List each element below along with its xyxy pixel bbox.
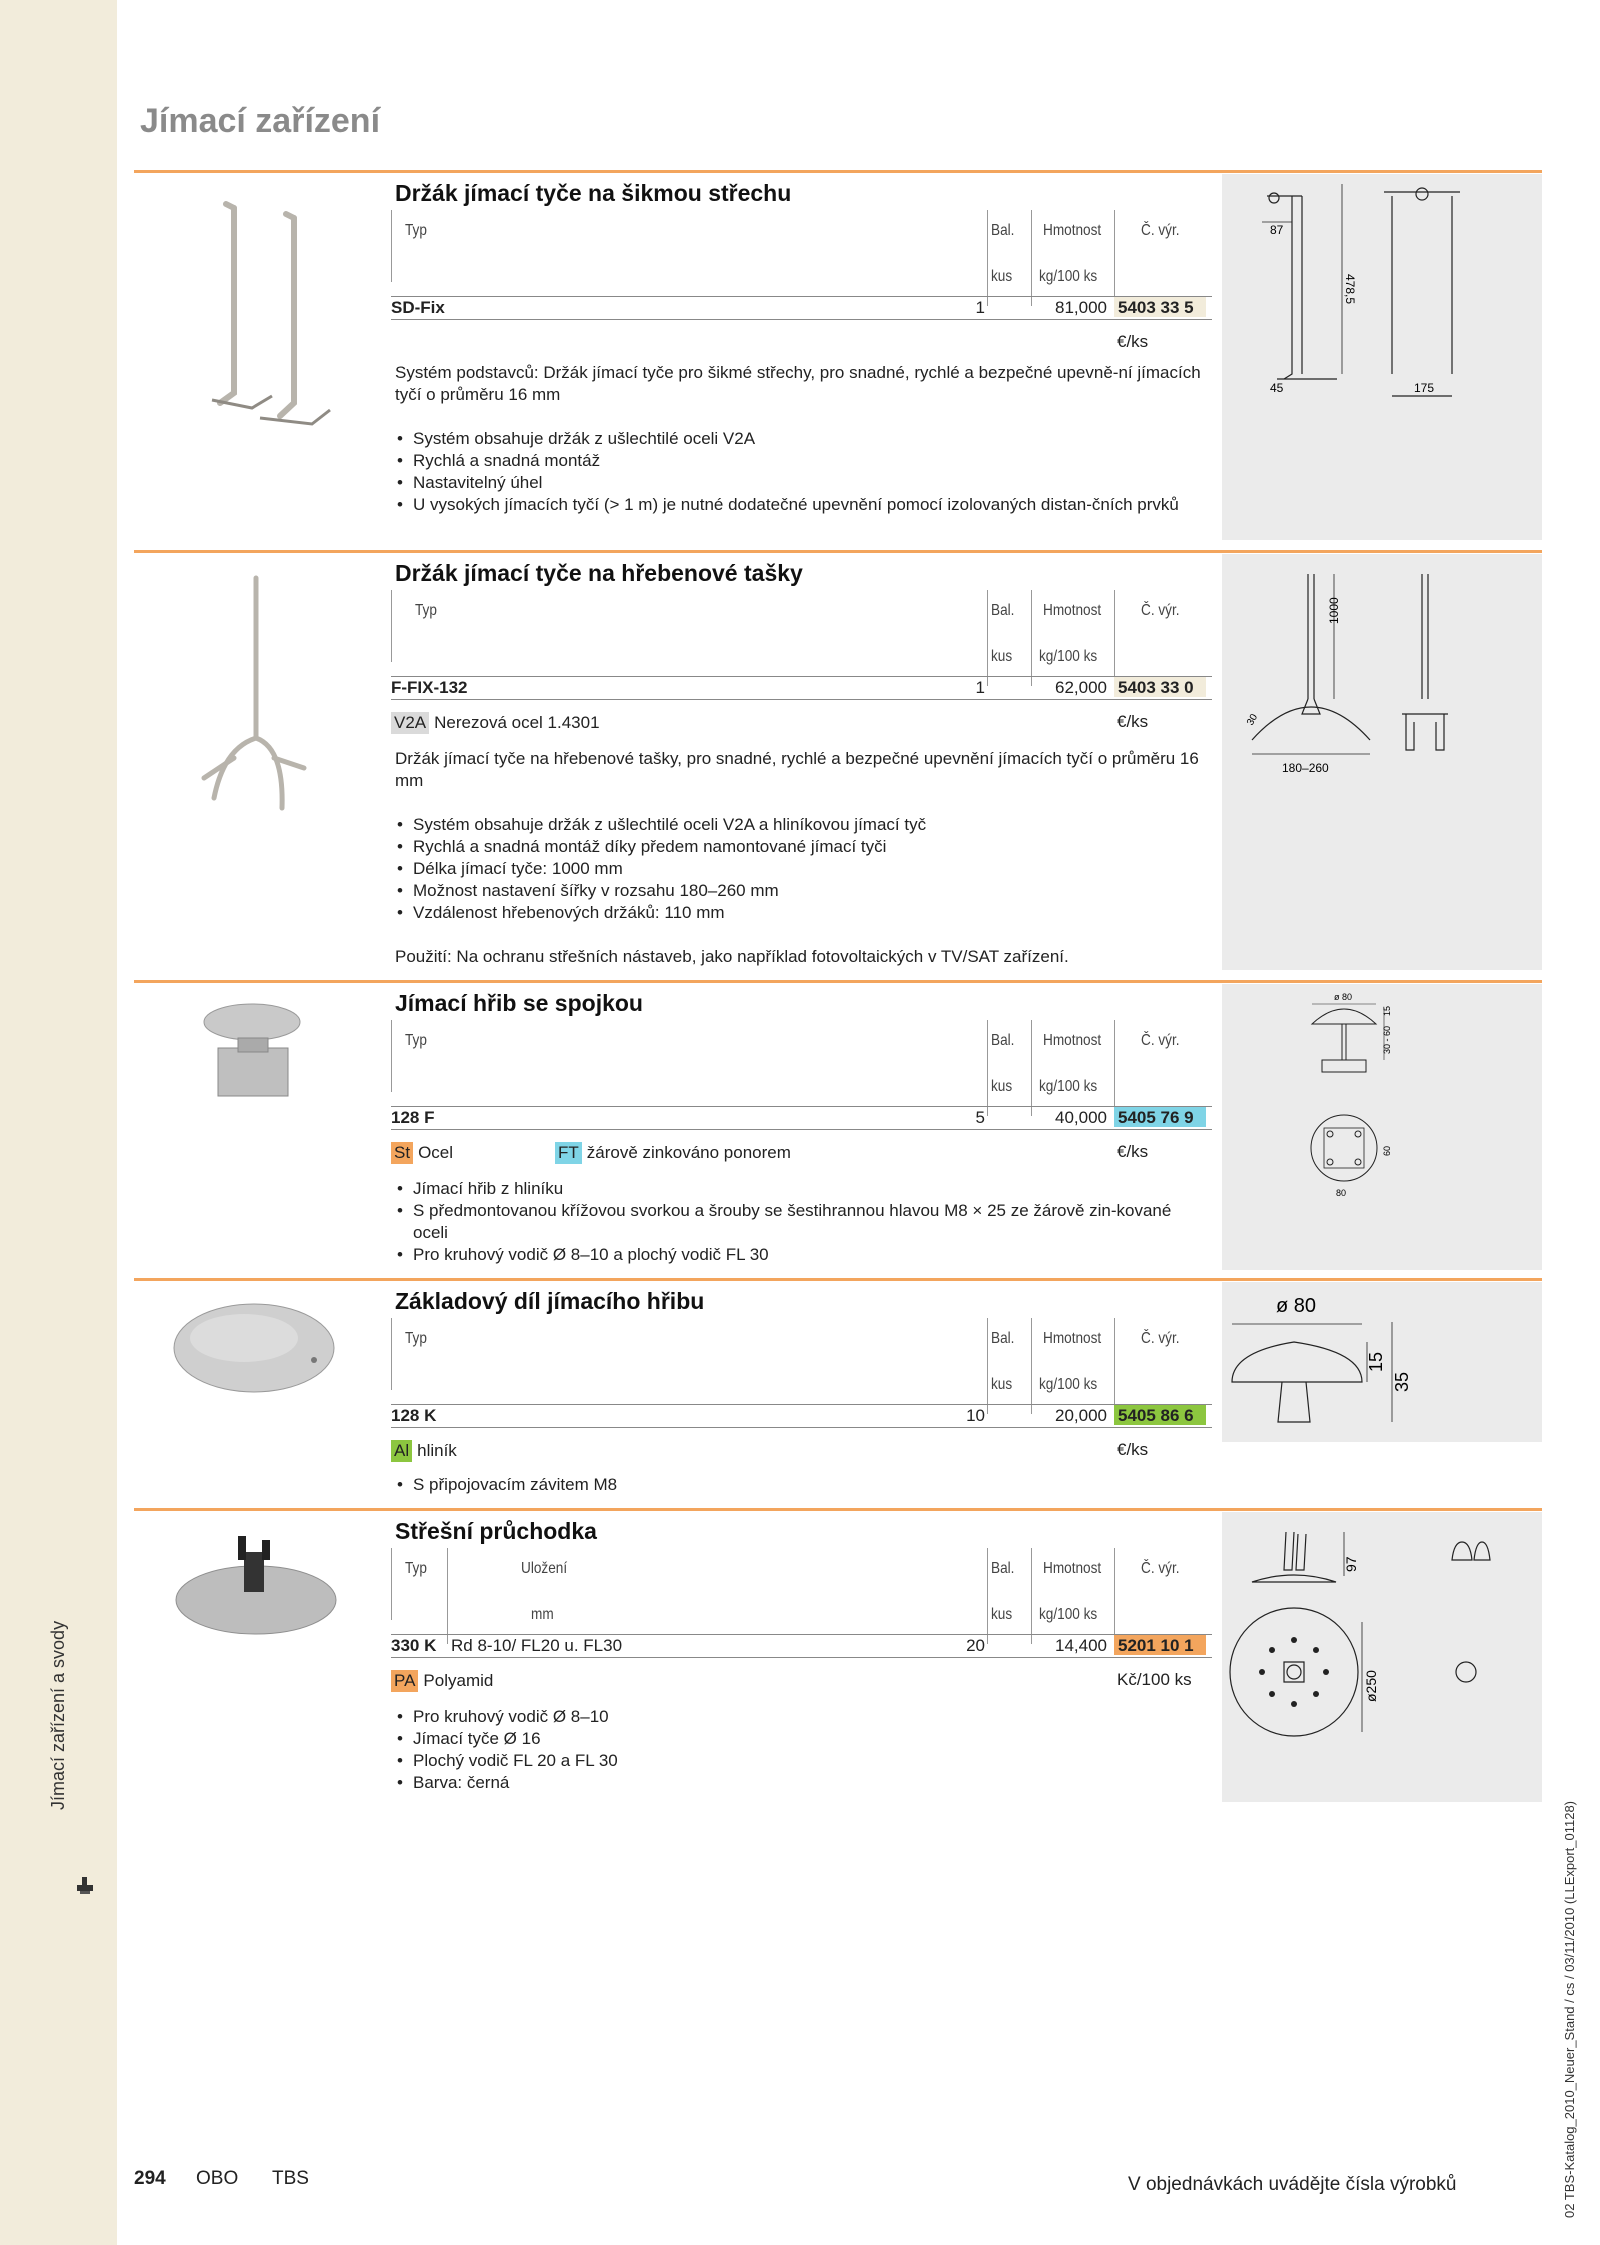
- material-tag: Al: [391, 1440, 412, 1462]
- header-unit-kus: kus: [991, 648, 1013, 665]
- header-type: Typ: [415, 602, 437, 619]
- header-item-number: Č. výr.: [1141, 1560, 1180, 1577]
- table-divider: [1031, 210, 1032, 306]
- product-type: F-FIX-132: [391, 678, 468, 697]
- header-type: Typ: [405, 1032, 427, 1049]
- header-unit-kg: kg/100 ks: [1039, 648, 1098, 665]
- packaging-qty: 1: [975, 678, 985, 697]
- dimension-label: 80: [1336, 1188, 1347, 1198]
- list-item: • Plochý vodič FL 20 a FL 30: [395, 1750, 1205, 1772]
- weight-value: 81,000: [1055, 298, 1107, 317]
- material-row: [391, 1670, 493, 1692]
- header-unit-kg: kg/100 ks: [1039, 1078, 1098, 1095]
- weight-value: 14,400: [1055, 1636, 1107, 1655]
- side-category-label: Jímací zařízení a svody: [48, 1620, 68, 1810]
- item-number: 5201 10 1: [1114, 1635, 1206, 1655]
- header-bal: Bal.: [991, 1560, 1015, 1577]
- header-item-number: Č. výr.: [1141, 222, 1180, 239]
- section-title: Držák jímací tyče na šikmou střechu: [395, 180, 792, 206]
- table-divider: [391, 1318, 392, 1390]
- header-unit-mm: mm: [531, 1606, 554, 1623]
- table-divider: [447, 1548, 448, 1644]
- page-number: 294: [134, 2168, 166, 2189]
- table-row: [391, 676, 1212, 700]
- table-divider: [391, 1548, 392, 1620]
- list-item: • Jímací hřib z hliníku: [395, 1178, 1205, 1200]
- packaging-qty: 5: [975, 1108, 985, 1127]
- header-unit-kg: kg/100 ks: [1039, 1606, 1098, 1623]
- material-tag: St: [391, 1142, 413, 1164]
- list-item: • Rychlá a snadná montáž díky předem namontované jímací tyči: [395, 836, 1205, 858]
- table-divider: [987, 210, 988, 306]
- finish-row: [555, 1142, 791, 1164]
- technical-drawing: [1222, 174, 1542, 540]
- list-item: • Délka jímací tyče: 1000 mm: [395, 858, 1205, 880]
- header-mass: Hmotnost: [1043, 1330, 1102, 1347]
- section-title: Základový díl jímacího hřibu: [395, 1288, 705, 1314]
- header-mass: Hmotnost: [1043, 222, 1102, 239]
- catalog-export-label: 02 TBS-Katalog_2010_Neuer_Stand / cs / 03/11/2010 (LLExport_01128): [1562, 1800, 1577, 2218]
- usage-note: Použití: Na ochranu střešních nástaveb, jako například fotovoltaických v TV/SAT zařízení.: [395, 947, 1069, 966]
- item-number: 5405 86 6: [1114, 1405, 1206, 1425]
- dimension-label: 1000: [1327, 597, 1341, 624]
- feature-list: [395, 428, 1205, 516]
- header-bal: Bal.: [991, 602, 1015, 619]
- product-type: 128 K: [391, 1406, 437, 1425]
- section-title: Střešní průchodka: [395, 1518, 597, 1544]
- material-row: [391, 712, 600, 734]
- table-divider: [987, 1548, 988, 1644]
- price-unit: €/ks: [1117, 712, 1149, 731]
- header-mass: Hmotnost: [1043, 1560, 1102, 1577]
- feature-list: [395, 1706, 1205, 1794]
- header-bal: Bal.: [991, 222, 1015, 239]
- table-divider: [1114, 210, 1115, 306]
- item-number: 5405 76 9: [1114, 1107, 1206, 1127]
- feature-list: [395, 1474, 1205, 1496]
- technical-drawing: [1222, 1282, 1542, 1442]
- feature-list: [395, 814, 1205, 924]
- list-item: • Možnost nastavení šířky v rozsahu 180–260 mm: [395, 880, 1205, 902]
- table-divider: [391, 1020, 392, 1092]
- product-description: Držák jímací tyče na hřebenové tašky, pro snadné, rychlé a bezpečné upevnění jímacích tyčí o průměru 16 mm: [395, 749, 1199, 790]
- list-item: • Jímací tyče Ø 16: [395, 1728, 1205, 1750]
- finish-text: žárově zinkováno ponorem: [586, 1143, 791, 1162]
- dimension-label: ø250: [1363, 1670, 1379, 1702]
- header-unit-kg: kg/100 ks: [1039, 1376, 1098, 1393]
- header-mass: Hmotnost: [1043, 602, 1102, 619]
- product-photo: [134, 1286, 386, 1406]
- table-divider: [391, 590, 392, 662]
- dimension-label: 45: [1270, 381, 1284, 395]
- header-bal: Bal.: [991, 1330, 1015, 1347]
- dimension-label: ø 80: [1334, 992, 1353, 1002]
- technical-drawing: [1222, 984, 1542, 1270]
- section-title: Držák jímací tyče na hřebenové tašky: [395, 560, 803, 586]
- category-icon: [74, 1875, 96, 1902]
- table-row: [391, 1404, 1212, 1428]
- header-item-number: Č. výr.: [1141, 602, 1180, 619]
- header-unit-kus: kus: [991, 268, 1013, 285]
- price-unit: €/ks: [1117, 1440, 1149, 1459]
- dimension-label: 35: [1392, 1371, 1412, 1392]
- dimension-label: 60: [1382, 1145, 1392, 1156]
- placement-value: Rd 8-10/ FL20 u. FL30: [451, 1636, 623, 1655]
- material-row: [391, 1142, 453, 1164]
- material-text: Ocel: [418, 1143, 454, 1162]
- list-item: • Systém obsahuje držák z ušlechtilé oceli V2A a hliníkovou jímací tyč: [395, 814, 1205, 836]
- header-item-number: Č. výr.: [1141, 1032, 1180, 1049]
- price-unit: Kč/100 ks: [1117, 1670, 1192, 1689]
- header-mass: Hmotnost: [1043, 1032, 1102, 1049]
- list-item: • Rychlá a snadná montáž: [395, 450, 1205, 472]
- header-unit-kus: kus: [991, 1606, 1013, 1623]
- section-rule: [134, 980, 1542, 983]
- product-type: SD-Fix: [391, 298, 445, 317]
- list-item: • Pro kruhový vodič Ø 8–10 a plochý vodič FL 30: [395, 1244, 1205, 1266]
- product-description: Systém podstavců: Držák jímací tyče pro šikmé střechy, pro snadné, rychlé a bezpečné upevně-ní jímacích tyčí o průměru 16 mm: [395, 363, 1201, 404]
- product-type: 330 K: [391, 1636, 437, 1655]
- table-row: [391, 296, 1212, 320]
- table-divider: [1114, 1548, 1115, 1644]
- dimension-label: 30: [1245, 712, 1261, 728]
- product-type: 128 F: [391, 1108, 435, 1127]
- table-divider: [1031, 1548, 1032, 1644]
- brand-tbs: TBS: [272, 2168, 309, 2189]
- header-placement: Uložení: [521, 1560, 568, 1577]
- list-item: • Barva: černá: [395, 1772, 1205, 1794]
- header-bal: Bal.: [991, 1032, 1015, 1049]
- list-item: • S předmontovanou křížovou svorkou a šrouby se šestihrannou hlavou M8 × 25 ze žárově zin-kované oceli: [395, 1200, 1205, 1244]
- product-section-128f: [134, 980, 1542, 1270]
- weight-value: 62,000: [1055, 678, 1107, 697]
- product-photo: [134, 1516, 386, 1636]
- dimension-label: ø 80: [1276, 1295, 1317, 1317]
- table-divider: [1114, 590, 1115, 686]
- dimension-label: 15: [1366, 1351, 1386, 1372]
- table-divider: [391, 210, 392, 282]
- list-item: • Vzdálenost hřebenových držáků: 110 mm: [395, 902, 1205, 924]
- product-section-330k: [134, 1508, 1542, 1808]
- dimension-label: 15: [1382, 1005, 1392, 1016]
- product-section-f-fix: [134, 550, 1542, 975]
- finish-tag: FT: [555, 1142, 582, 1164]
- table-divider: [1031, 1318, 1032, 1414]
- material-tag: PA: [391, 1670, 418, 1692]
- table-row: [391, 1634, 1212, 1658]
- packaging-qty: 10: [966, 1406, 985, 1425]
- dimension-label: 478,5: [1343, 274, 1357, 305]
- product-photo: [134, 558, 386, 818]
- list-item: • Systém obsahuje držák z ušlechtilé oceli V2A: [395, 428, 1205, 450]
- dimension-label: 30 - 60: [1382, 1025, 1392, 1054]
- header-type: Typ: [405, 1330, 427, 1347]
- list-item: • Pro kruhový vodič Ø 8–10: [395, 1706, 1205, 1728]
- weight-value: 20,000: [1055, 1406, 1107, 1425]
- header-unit-kus: kus: [991, 1078, 1013, 1095]
- technical-drawing: [1222, 1512, 1542, 1802]
- header-type: Typ: [405, 222, 427, 239]
- header-item-number: Č. výr.: [1141, 1330, 1180, 1347]
- product-section-sd-fix: [134, 170, 1542, 540]
- left-sidebar: [0, 0, 117, 2245]
- section-title: Jímací hřib se spojkou: [395, 990, 643, 1016]
- feature-list: [395, 1178, 1205, 1266]
- dimension-label: 180–260: [1282, 761, 1329, 775]
- weight-value: 40,000: [1055, 1108, 1107, 1127]
- list-item: • S připojovacím závitem M8: [395, 1474, 1205, 1496]
- section-rule: [134, 1508, 1542, 1511]
- header-type: Typ: [405, 1560, 427, 1577]
- table-row: [391, 1106, 1212, 1130]
- section-rule: [134, 550, 1542, 553]
- table-divider: [1031, 1020, 1032, 1116]
- material-text: Nerezová ocel 1.4301: [434, 713, 600, 732]
- header-unit-kus: kus: [991, 1376, 1013, 1393]
- list-item: • U vysokých jímacích tyčí (> 1 m) je nutné dodatečné upevnění pomocí izolovaných distan-čních prvků: [395, 494, 1205, 516]
- table-divider: [1031, 590, 1032, 686]
- packaging-qty: 20: [966, 1636, 985, 1655]
- table-divider: [1114, 1318, 1115, 1414]
- section-rule: [134, 1278, 1542, 1281]
- product-photo: [134, 178, 386, 428]
- order-note: V objednávkách uvádějte čísla výrobků: [1128, 2174, 1457, 2195]
- section-rule: [134, 170, 1542, 173]
- material-text: hliník: [417, 1441, 457, 1460]
- page-title: Jímací zařízení: [140, 102, 381, 140]
- material-text: Polyamid: [423, 1671, 494, 1690]
- dimension-label: 175: [1414, 381, 1435, 395]
- technical-drawing: [1222, 554, 1542, 970]
- table-divider: [987, 1020, 988, 1116]
- item-number: 5403 33 5: [1114, 297, 1206, 317]
- dimension-label: 97: [1343, 1556, 1359, 1572]
- product-section-128k: [134, 1278, 1542, 1504]
- table-divider: [987, 1318, 988, 1414]
- table-divider: [1114, 1020, 1115, 1116]
- product-photo: [134, 988, 386, 1108]
- price-unit: €/ks: [1117, 332, 1149, 351]
- table-divider: [987, 590, 988, 686]
- dimension-label: 87: [1270, 223, 1284, 237]
- list-item: • Nastavitelný úhel: [395, 472, 1205, 494]
- brand-obo: OBO: [196, 2168, 239, 2189]
- header-unit-kg: kg/100 ks: [1039, 268, 1098, 285]
- packaging-qty: 1: [975, 298, 985, 317]
- material-tag: V2A: [391, 712, 429, 734]
- item-number: 5403 33 0: [1114, 677, 1206, 697]
- price-unit: €/ks: [1117, 1142, 1149, 1161]
- material-row: [391, 1440, 457, 1462]
